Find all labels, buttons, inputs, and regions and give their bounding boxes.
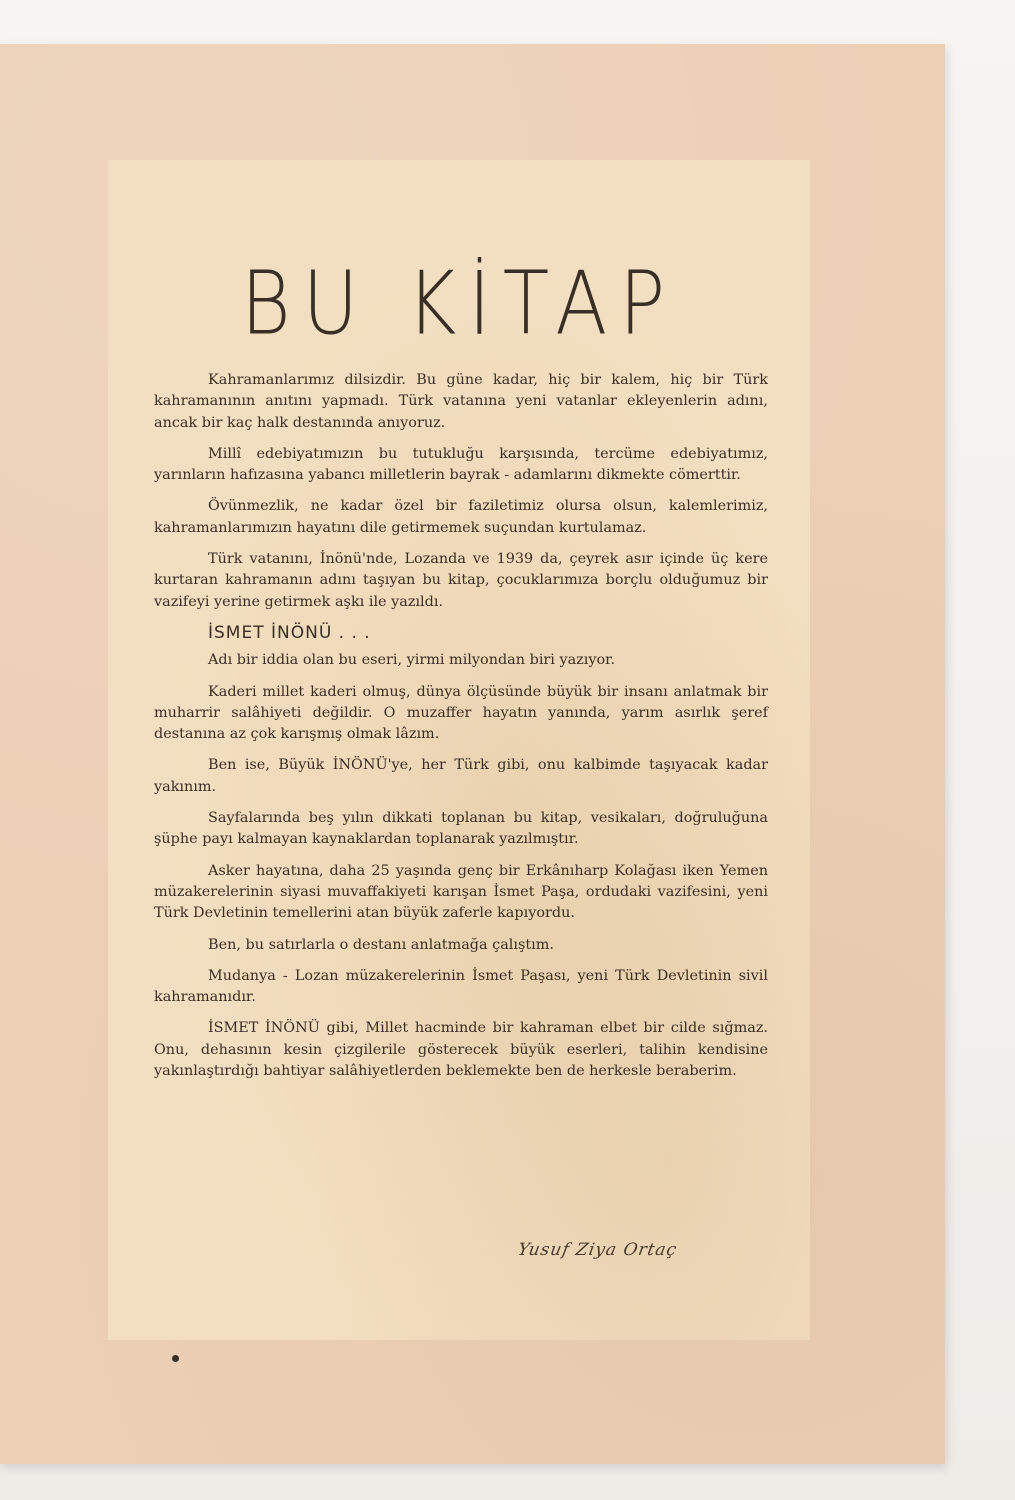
paragraph-1: Kahramanlarımız dilsizdir. Bu güne kadar, hiç bir kalem, hiç bir Türk kahramanının anıtını yapmadı. Türk vatanına yeni vatanlar ekleyenlerin adını, ancak bir kaç halk destanında anıyoruz.	[154, 372, 768, 431]
book-page	[0, 44, 945, 1464]
paragraph-6: Adı bir iddia olan bu eseri, yirmi milyondan biri yazıyor.	[208, 652, 616, 669]
paragraph-3: Övünmezlik, ne kadar özel bir faziletimiz olursa olsun, kalemlerimiz, kahramanlarımızın hayatını dile getirmemek suçundan kurtulamaz.	[154, 498, 768, 536]
paragraph-11: Ben, bu satırlarla o destanı anlatmağa çalıştım.	[208, 936, 555, 953]
body-text	[154, 370, 768, 1092]
page-title: BU KİTAP	[240, 251, 678, 355]
paragraph-12: Mudanya - Lozan müzakerelerinin İsmet Paşası, yeni Türk Devletinin sivil kahramanıdır.	[154, 967, 768, 1006]
paragraph-10: Asker hayatına, daha 25 yaşında genç bir Erkânıharp Kolağası iken Yemen müzakerelerinin siyasi muvaffakiyeti karışan İsmet Paşa, ordudaki vazifesini, yeni Türk Devletinin temellerini atan büyük zaferle kapıyordu.	[154, 862, 768, 922]
paragraph-13: İSMET İNÖNÜ gibi, Millet hacminde bir kahraman elbet bir cilde sığmaz. Onu, dehasının kesin çizgilerile gösterecek büyük eserleri, talihin kendisine yakınlaştırdığı bahtiyar salâhiyetlerden beklemekte ben de herkesle beraberim.	[154, 1020, 768, 1080]
paragraph-5: İSMET İNÖNÜ . . .	[208, 622, 371, 643]
author-signature: Yusuf Ziya Ortaç	[516, 1240, 679, 1260]
paragraph-9: Sayfalarında beş yılın dikkati toplanan bu kitap, vesikaları, doğruluğuna şüphe payı kalmayan kaynaklardan toplanarak yazılmıştır.	[154, 810, 768, 848]
paragraph-7: Kaderi millet kaderi olmuş, dünya ölçüsünde büyük bir insanı anlatmak bir muharrir salâhiyeti değildir. O muzaffer hayatın yanında, yarım asırlık şeref destanına az çok karışmış olmak lâzım.	[154, 683, 768, 743]
paragraph-2: Millî edebiyatımızın bu tutukluğu karşısında, tercüme edebiyatımız, yarınların hafızasına yabancı milletlerin bayrak - adamlarını dikmekte cömerttir.	[154, 445, 768, 484]
text-panel	[108, 160, 810, 1340]
ink-dot	[172, 1355, 179, 1362]
paragraph-4: Türk vatanını, İnönü'nde, Lozanda ve 1939 da, çeyrek asır içinde üç kere kurtaran kahramanın adını taşıyan bu kitap, çocuklarımıza borçlu olduğumuz bir vazifeyi yerine getirmek aşkı ile yazıldı.	[154, 551, 768, 610]
paragraph-8: Ben ise, Büyük İNÖNÜ'ye, her Türk gibi, onu kalbimde taşıyacak kadar yakınım.	[154, 757, 768, 795]
